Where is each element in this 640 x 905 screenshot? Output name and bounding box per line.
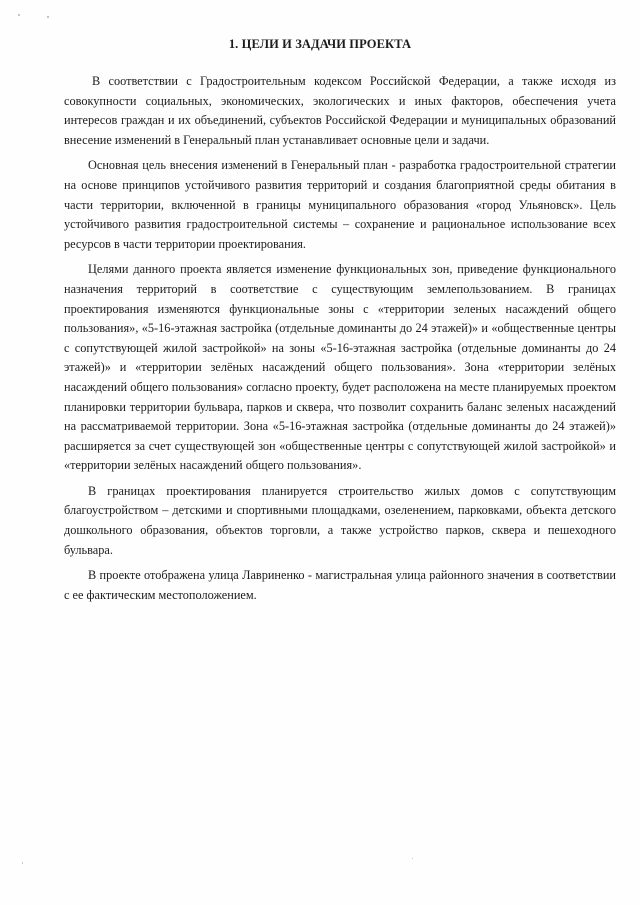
- scan-speck: [22, 862, 23, 864]
- body-text: [64, 72, 616, 611]
- scan-speck: [47, 16, 49, 18]
- paragraph: В проекте отображена улица Лавриненко - магистральная улица районного значения в соответствии с ее фактическим местоположением.: [64, 568, 616, 602]
- paragraph: Целями данного проекта является изменение функциональных зон, приведение функционального назначения территорий в соответствие с существующим землепользованием. В границах проектирования изменяются функциональные зоны с «территории зеленых насаждений общего пользования», «5-16-этажная застройка (отдельные доминанты до 24 этажей)» и «общественные центры с сопутствующей жилой застройкой» на зоны «5-16-этажная застройка (отдельные доминанты до 24 этажей)» и «территории зелёных насаждений общего пользования». Зона «территории зелёных насаждений общего пользования» согласно проекту, будет расположена на месте планируемых проектом планировки территории бульвара, парков и сквера, что позволит сохранить баланс зеленых насаждений на рассматриваемой территории. Зона «5-16-этажная застройка (отдельные доминанты до 24 этажей)» расширяется за счет существующей зон «общественные центры с сопутствующей жилой застройкой» и «территории зелёных насаждений общего пользования».: [64, 262, 616, 473]
- scan-speck: [18, 14, 20, 16]
- scan-speck: [412, 858, 413, 859]
- section-title: 1. ЦЕЛИ И ЗАДАЧИ ПРОЕКТА: [228, 37, 412, 51]
- paragraph: Основная цель внесения изменений в Генеральный план - разработка градостроительной стратегии на основе принципов устойчивого развития территорий и создания благоприятной среды обитания в части территории, включенной в границы муниципального образования «город Ульяновск». Цель устойчивого развития градостроительной системы – сохранение и рациональное использование всех ресурсов в части территории проектирования.: [64, 158, 616, 251]
- paragraph: В соответствии с Градостроительным кодексом Российской Федерации, а также исходя из совокупности социальных, экономических, экологических и иных факторов, обеспечения учета интересов граждан и их объединений, субъектов Российской Федерации и муниципальных образований внесение изменений в Генеральный план устанавливает основные цели и задачи.: [64, 74, 616, 147]
- paragraph: В границах проектирования планируется строительство жилых домов с сопутствующим благоустройством – детскими и спортивными площадками, озеленением, парковками, объекта детского дошкольного образования, объектов торговли, а также устройство парков, сквера и пешеходного бульвара.: [64, 483, 616, 557]
